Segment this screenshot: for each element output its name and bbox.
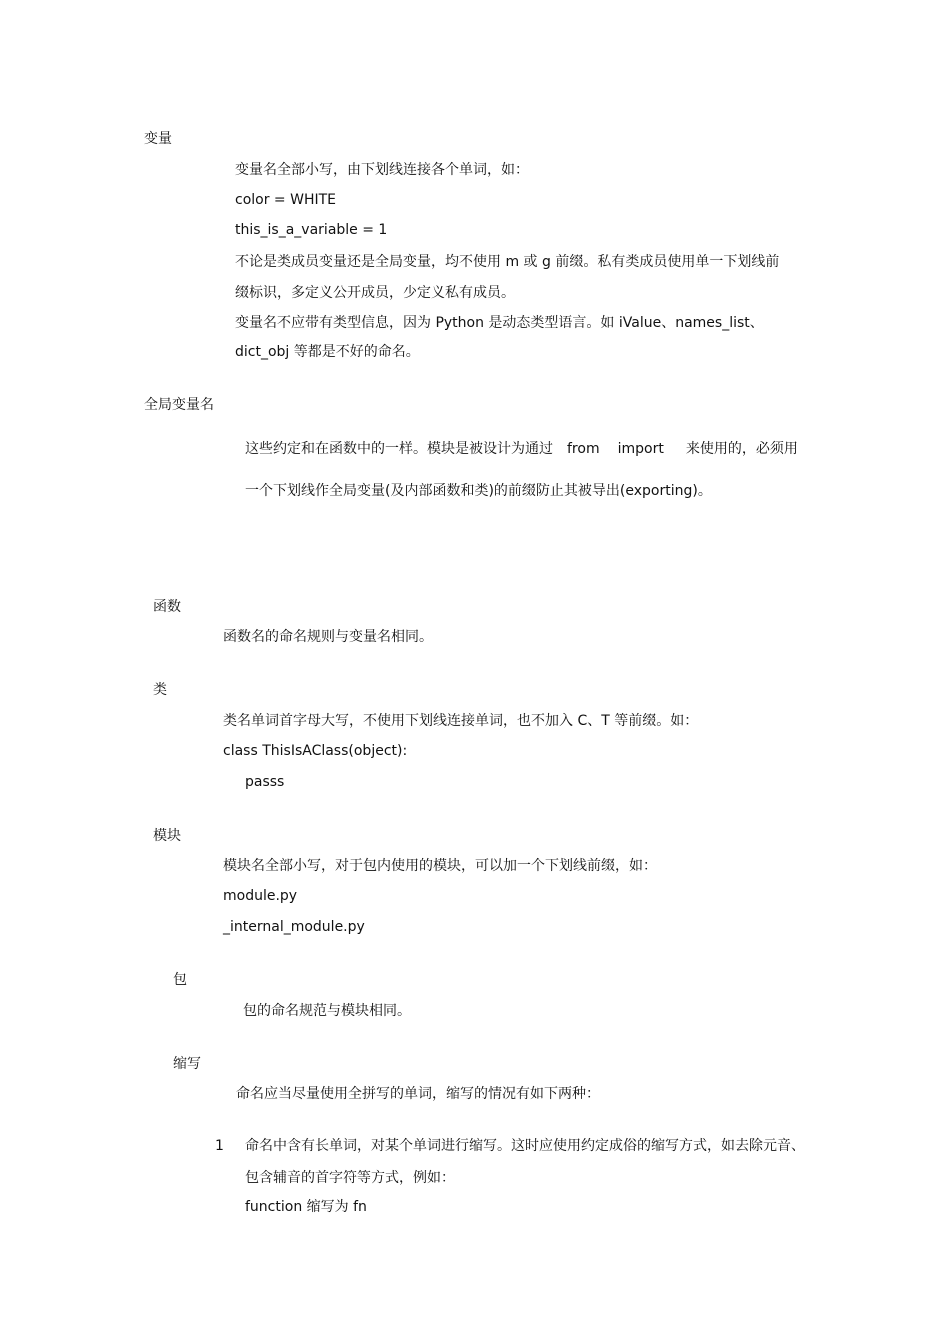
section-heading-global-variables: 全局变量名 xyxy=(144,397,214,413)
section-heading-classes: 类 xyxy=(153,682,167,698)
classes-line-3: passs xyxy=(245,774,285,790)
variables-line-6: 变量名不应带有类型信息，因为 Python 是动态类型语言。如 iValue、names_list、 xyxy=(235,315,764,331)
modules-line-3: _internal_module.py xyxy=(223,919,365,935)
modules-line-1: 模块名全部小写，对于包内使用的模块，可以加一个下划线前缀，如： xyxy=(223,858,657,874)
global-variables-line-1 xyxy=(245,439,798,459)
variables-line-7: dict_obj 等都是不好的命名。 xyxy=(235,344,420,360)
section-heading-functions: 函数 xyxy=(153,599,181,615)
abbreviations-item-number: 1 xyxy=(215,1138,224,1154)
section-heading-modules: 模块 xyxy=(153,828,181,844)
variables-line-5: 缀标识，多定义公开成员，少定义私有成员。 xyxy=(235,285,515,301)
global-variables-keyword-import: import xyxy=(617,441,664,457)
classes-line-1: 类名单词首字母大写，不使用下划线连接单词，也不加入 C、T 等前缀。如： xyxy=(223,713,699,729)
global-variables-line-2: 一个下划线作全局变量(及内部函数和类)的前缀防止其被导出(exporting)。 xyxy=(245,483,712,499)
functions-line-1: 函数名的命名规则与变量名相同。 xyxy=(223,629,433,645)
section-heading-abbreviations: 缩写 xyxy=(173,1056,201,1072)
packages-line-1: 包的命名规范与模块相同。 xyxy=(243,1003,411,1019)
section-heading-variables: 变量 xyxy=(144,131,172,147)
section-heading-packages: 包 xyxy=(173,972,187,988)
global-variables-keyword-from: from xyxy=(567,441,600,457)
variables-line-1: 变量名全部小写，由下划线连接各个单词，如： xyxy=(235,162,529,178)
global-variables-text-b: 来使用的，必须用 xyxy=(685,441,798,457)
abbreviations-item-line-3: function 缩写为 fn xyxy=(245,1199,367,1215)
modules-line-2: module.py xyxy=(223,888,298,904)
classes-line-2: class ThisIsAClass(object): xyxy=(223,743,408,759)
abbreviations-item-line-1: 命名中含有长单词，对某个单词进行缩写。这时应使用约定成俗的缩写方式，如去除元音、 xyxy=(245,1138,805,1154)
global-variables-text-a: 这些约定和在函数中的一样。模块是被设计为通过 xyxy=(245,441,553,457)
variables-line-2: color = WHITE xyxy=(235,192,337,208)
variables-line-3: this_is_a_variable = 1 xyxy=(235,222,388,238)
variables-line-4: 不论是类成员变量还是全局变量，均不使用 m 或 g 前缀。私有类成员使用单一下划线前 xyxy=(235,254,780,270)
abbreviations-intro: 命名应当尽量使用全拼写的单词，缩写的情况有如下两种： xyxy=(236,1086,600,1102)
abbreviations-item-line-2: 包含辅音的首字符等方式，例如： xyxy=(245,1170,455,1186)
